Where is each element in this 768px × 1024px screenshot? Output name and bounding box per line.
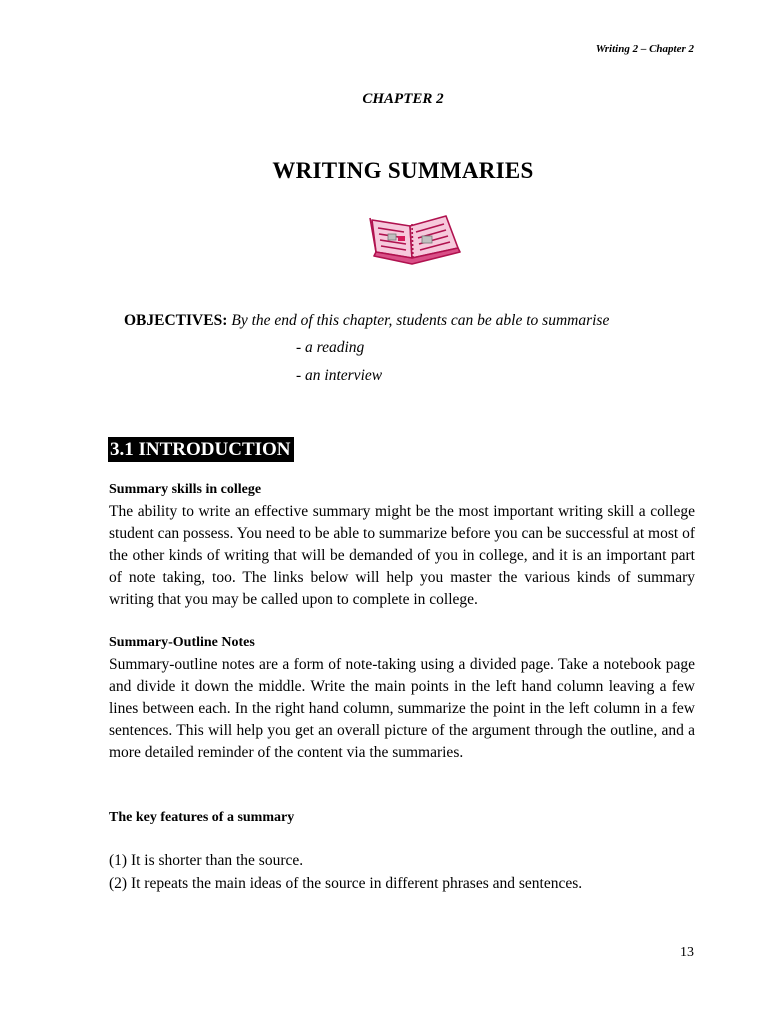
chapter-title: WRITING SUMMARIES — [272, 158, 534, 183]
objective-item: - a reading — [296, 339, 365, 356]
objective-item: - an interview — [296, 367, 383, 384]
objectives-label: OBJECTIVES: — [124, 312, 228, 329]
paragraph-summary-skills: The ability to write an effective summary might be the most important writing skill a college student can possess. You need to be able to summarize before you can be successful at most of the other kinds of writing that will be demanded of you in college, and it is an important part of note taking, too. The links below will help you master the various kinds of summary writing that you may be called upon to complete in college. — [109, 503, 695, 608]
chapter-label: CHAPTER 2 — [362, 91, 444, 107]
objectives-lead: By the end of this chapter, students can be able to summarise — [231, 312, 610, 329]
running-header: Writing 2 – Chapter 2 — [595, 43, 694, 55]
paragraph-summary-outline: Summary-outline notes are a form of note-taking using a divided page. Take a notebook page and divide it down the middle. Write the main points in the left hand column leaving a few lines between each. In the right hand column, summarize the point in the left column in a few sentences. This will help you get an overall picture of the argument through the outline, and a more detailed reminder of the content via the summaries. — [109, 656, 695, 761]
section-heading: 3.1 INTRODUCTION — [108, 437, 294, 462]
subheading-summary-skills: Summary skills in college — [109, 482, 262, 497]
objectives-line — [124, 312, 609, 330]
key-feature-item: (1) It is shorter than the source. — [109, 852, 304, 869]
key-feature-item: (2) It repeats the main ideas of the source in different phrases and sentences. — [109, 875, 583, 892]
open-book-icon — [366, 208, 462, 268]
page-number: 13 — [680, 945, 694, 960]
subheading-summary-outline: Summary-Outline Notes — [109, 635, 255, 650]
subheading-key-features: The key features of a summary — [109, 810, 295, 825]
